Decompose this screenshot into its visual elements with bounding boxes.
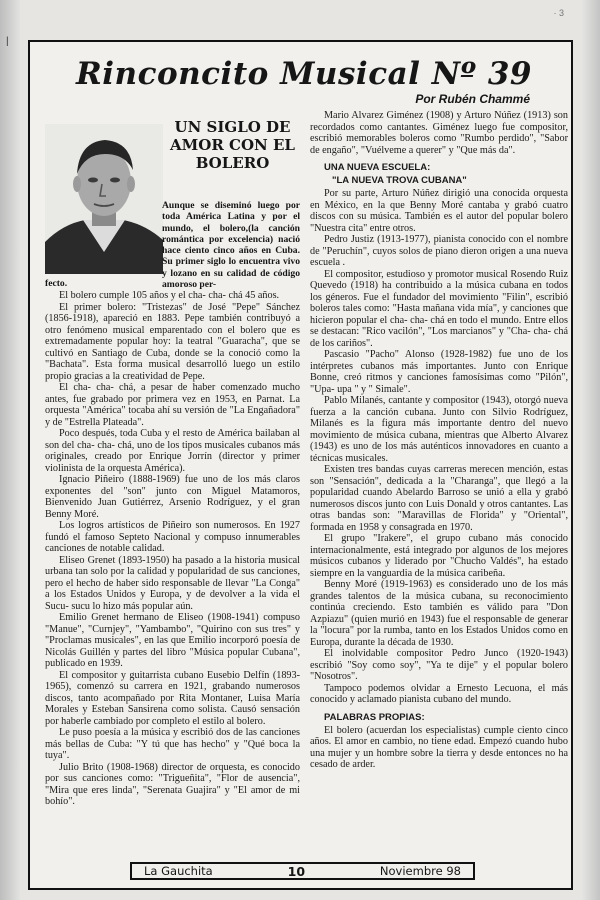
section-subheading: "LA NUEVA TROVA CUBANA": [332, 175, 467, 186]
paragraph: Mario Alvarez Giménez (1908) y Arturo Núñez (1913) son recordados como cantantes. Giménez luego fue compositor, escribió memorables boleros como "Rumbo perdido", "Sabor de engaño", "Vuélveme a querer" y "Que más da".: [310, 110, 568, 156]
paragraph: Tampoco podemos olvidar a Ernesto Lecuona, el más conocido y aclamado pianista cubano del mundo.: [310, 682, 568, 705]
margin-mark: |: [6, 36, 9, 47]
portrait-illustration: [45, 124, 163, 274]
issue-date: Noviembre 98: [379, 864, 461, 878]
paragraph: Benny Moré (1919-1963) es considerado uno de los más grandes talentos de la música cubana, su reconocimiento continúa creciendo. Esto también es válido para "Don Azpiazu" (quien murió en 1943) fue el responsable de generar la "locura" por la rumba, tanto en los Estados Unidos como en Europa, durante la década de 1930.: [310, 579, 568, 648]
paragraph: Eliseo Grenet (1893-1950) ha pasado a la historia musical urbana tan solo por la calidad y popularidad de sus canciones, pero el hecho de haber sido responsable de llevar "La Conga" a los Estados Unidos y Europa, y de devolver a la vida el Sucu- sucu lo hizo más popular aún.: [45, 554, 300, 612]
paragraph: Ignacio Piñeiro (1888-1969) fue uno de los más claros exponentes del "son" junto con Miguel Matamoros, Bienvenido Juan Gutiérrez, Arsenio Rodríguez, y el gran Benny Moré.: [45, 474, 300, 520]
paragraph: El compositor y guitarrista cubano Eusebio Delfín (1893-1965), comenzó su carrera en 1921, grabando numerosos discos, tanto acompañado por Rita Montaner, Luisa María Morales y Esteban Sansirena como solista. Causó sensación por haberle cambiado por completo el estilo al bolero.: [45, 669, 300, 727]
left-page-bleed: [0, 0, 20, 900]
right-column: [310, 110, 568, 848]
page-number: 10: [287, 863, 306, 879]
lead-paragraph: Aunque se diseminó luego por toda América Latina y por el mundo, el bolero,(la canción romántica por excelencia) nació hace ciento cinco años en Cuba. Su primer siglo lo encuentra vivo y lozano en su calidad de código amoroso per-: [162, 200, 300, 291]
paragraph: El grupo "Irakere", el grupo cubano más conocido internacionalmente, está integrado por algunos de los mejores músicos cubanos y liderado por "Chucho Valdés", ha estado siempre en la vanguardia de la música caribeña.: [310, 533, 568, 579]
paragraph: El inolvidable compositor Pedro Junco (1920-1943) escribió "Soy como soy", "Ya te dije" y el popular bolero "Nosotros".: [310, 648, 568, 682]
paragraph: Le puso poesía a la música y escribió dos de las canciones más bellas de Cuba: "Y tú que has hecho" y "Qué boca la tuya".: [45, 727, 300, 761]
publication-name: La Gauchita: [144, 864, 213, 878]
paragraph: El cha- cha- chá, a pesar de haber comenzado mucho antes, fue grabado por primera vez en 1953, en Parnat. La orquesta "América" tocaba ahí su versión de "La Engañadora" y de "Estrella Plateada".: [45, 382, 300, 428]
paragraph: Emilio Grenet hermano de Eliseo (1908-1941) compuso "Manue", "Curnjey", "Yambambo", "Quirino con sus tres" y "Proclamas musicales", en las que Emilio incorporó poesía de Nicolás Guillén y partes del libro "Música popular Cubana", publicado en 1939.: [45, 612, 300, 669]
paragraph: Pascasio "Pacho" Alonso (1928-1982) fue uno de los intérpretes cubanos más importantes. Junto con Enrique Bonne, creó ritmos y canciones famosísimas como "Pilón", "Upa- upa " y " Simale".: [310, 349, 568, 395]
article-headline: UN SIGLO DE AMOR CON EL BOLERO: [170, 118, 295, 172]
paragraph: Los logros artísticos de Piñeiro son numerosos. En 1927 fundó el famoso Septeto Nacional y compuso innumerables canciones de notable calidad.: [45, 520, 300, 554]
paragraph: Julio Brito (1908-1968) director de orquesta, es conocido por sus canciones como: "Trigueñita", "Flor de ausencia", "Mira que eres linda", "Serenata Guajira" y "El amor de mi bohío".: [45, 761, 300, 807]
paragraph: El bolero cumple 105 años y el cha- cha- chá 45 años.: [59, 290, 280, 301]
right-page-bleed: [582, 0, 600, 900]
paragraph: El compositor, estudioso y promotor musical Rosendo Ruiz Quevedo (1918) ha contribuido a la música cubana en todos los géneros. Fue el fundador del movimiento "Filin", escribió boleros tales como: "Hasta mañana vida mía", y canciones que hicieron popular el cha- cha- chá en todo el mundo. Entre ellos se destacan: "Rico vacilón", "Los marcianos" y "Cha- cha- chá de los cariños".: [310, 268, 568, 349]
author-photo: [45, 124, 163, 274]
byline: Por Rubén Chammé: [415, 92, 530, 106]
page-footer: [130, 862, 475, 880]
section-heading: UNA NUEVA ESCUELA:: [324, 162, 431, 173]
paragraph: Pablo Milanés, cantante y compositor (1943), otorgó nueva fuerza a la canción cubana. Junto con Silvio Rodríguez, Milanés es la figura más importante dentro del nuevo movimiento de música cubana, mientras que Alberto Alvarez (1943) es uno de los más auténticos innovadores en cuanto a técnicas musicales.: [310, 395, 568, 464]
lead-paragraph-end: fecto.: [45, 278, 68, 289]
paragraph: Pedro Justiz (1913-1977), pianista conocido con el nombre de "Peruchín", cuyos solos de piano dieron origen a una nueva escuela .: [310, 234, 568, 268]
paragraph: El primer bolero: "Tristezas" de José "Pepe" Sánchez (1856-1918), apareció en 1883. Pepe también contribuyó a otro fenómeno musical emparentado con el bolero que es extremadamente popular hoy: la teatral "Guaracha", que se cultivó en Santiago de Cuba, donde se la conoció como la "Bachata". Esta forma musical desarrolló luego un estilo propio gracias a la creatividad de Pepe.: [45, 301, 300, 382]
corner-mark: · 3: [553, 8, 564, 18]
paragraph: Poco después, toda Cuba y el resto de América bailaban al son del cha- cha- chá, uno de los tipos musicales cubanos más originales, creado por Enrique Jorrín (director y primer violinista de la orquesta América).: [45, 428, 300, 474]
paragraph: Por su parte, Arturo Núñez dirigió una conocida orquesta en México, en la que Benny Moré cantaba y grabó cuatro discos con su música. También es el autor del popular bolero "Nuestra cita" entre otros.: [310, 188, 568, 234]
paragraph: El bolero (acuerdan los especialistas) cumple ciento cinco años. El amor en cambio, no tiene edad. Empezó cuando hubo una mujer y un hombre sobre la tierra y desde entonces no ha cesado de arder.: [310, 724, 568, 770]
left-column: [45, 290, 300, 848]
section-heading: PALABRAS PROPIAS:: [324, 711, 425, 723]
page-title: Rinconcito Musical Nº 39: [76, 56, 532, 92]
paragraph: Existen tres bandas cuyas carreras merecen mención, estas son "Sensación", dedicada a la "Charanga", que llegó a la popularidad cuando Abelardo Barroso se unió a ella y grabó numerosos discos junto con Luis Donald y otros cantantes. Las otras bandas son: "Maravillas de Florida" y "Oriental", formada en 1958 y consagrada en 1970.: [310, 464, 568, 533]
